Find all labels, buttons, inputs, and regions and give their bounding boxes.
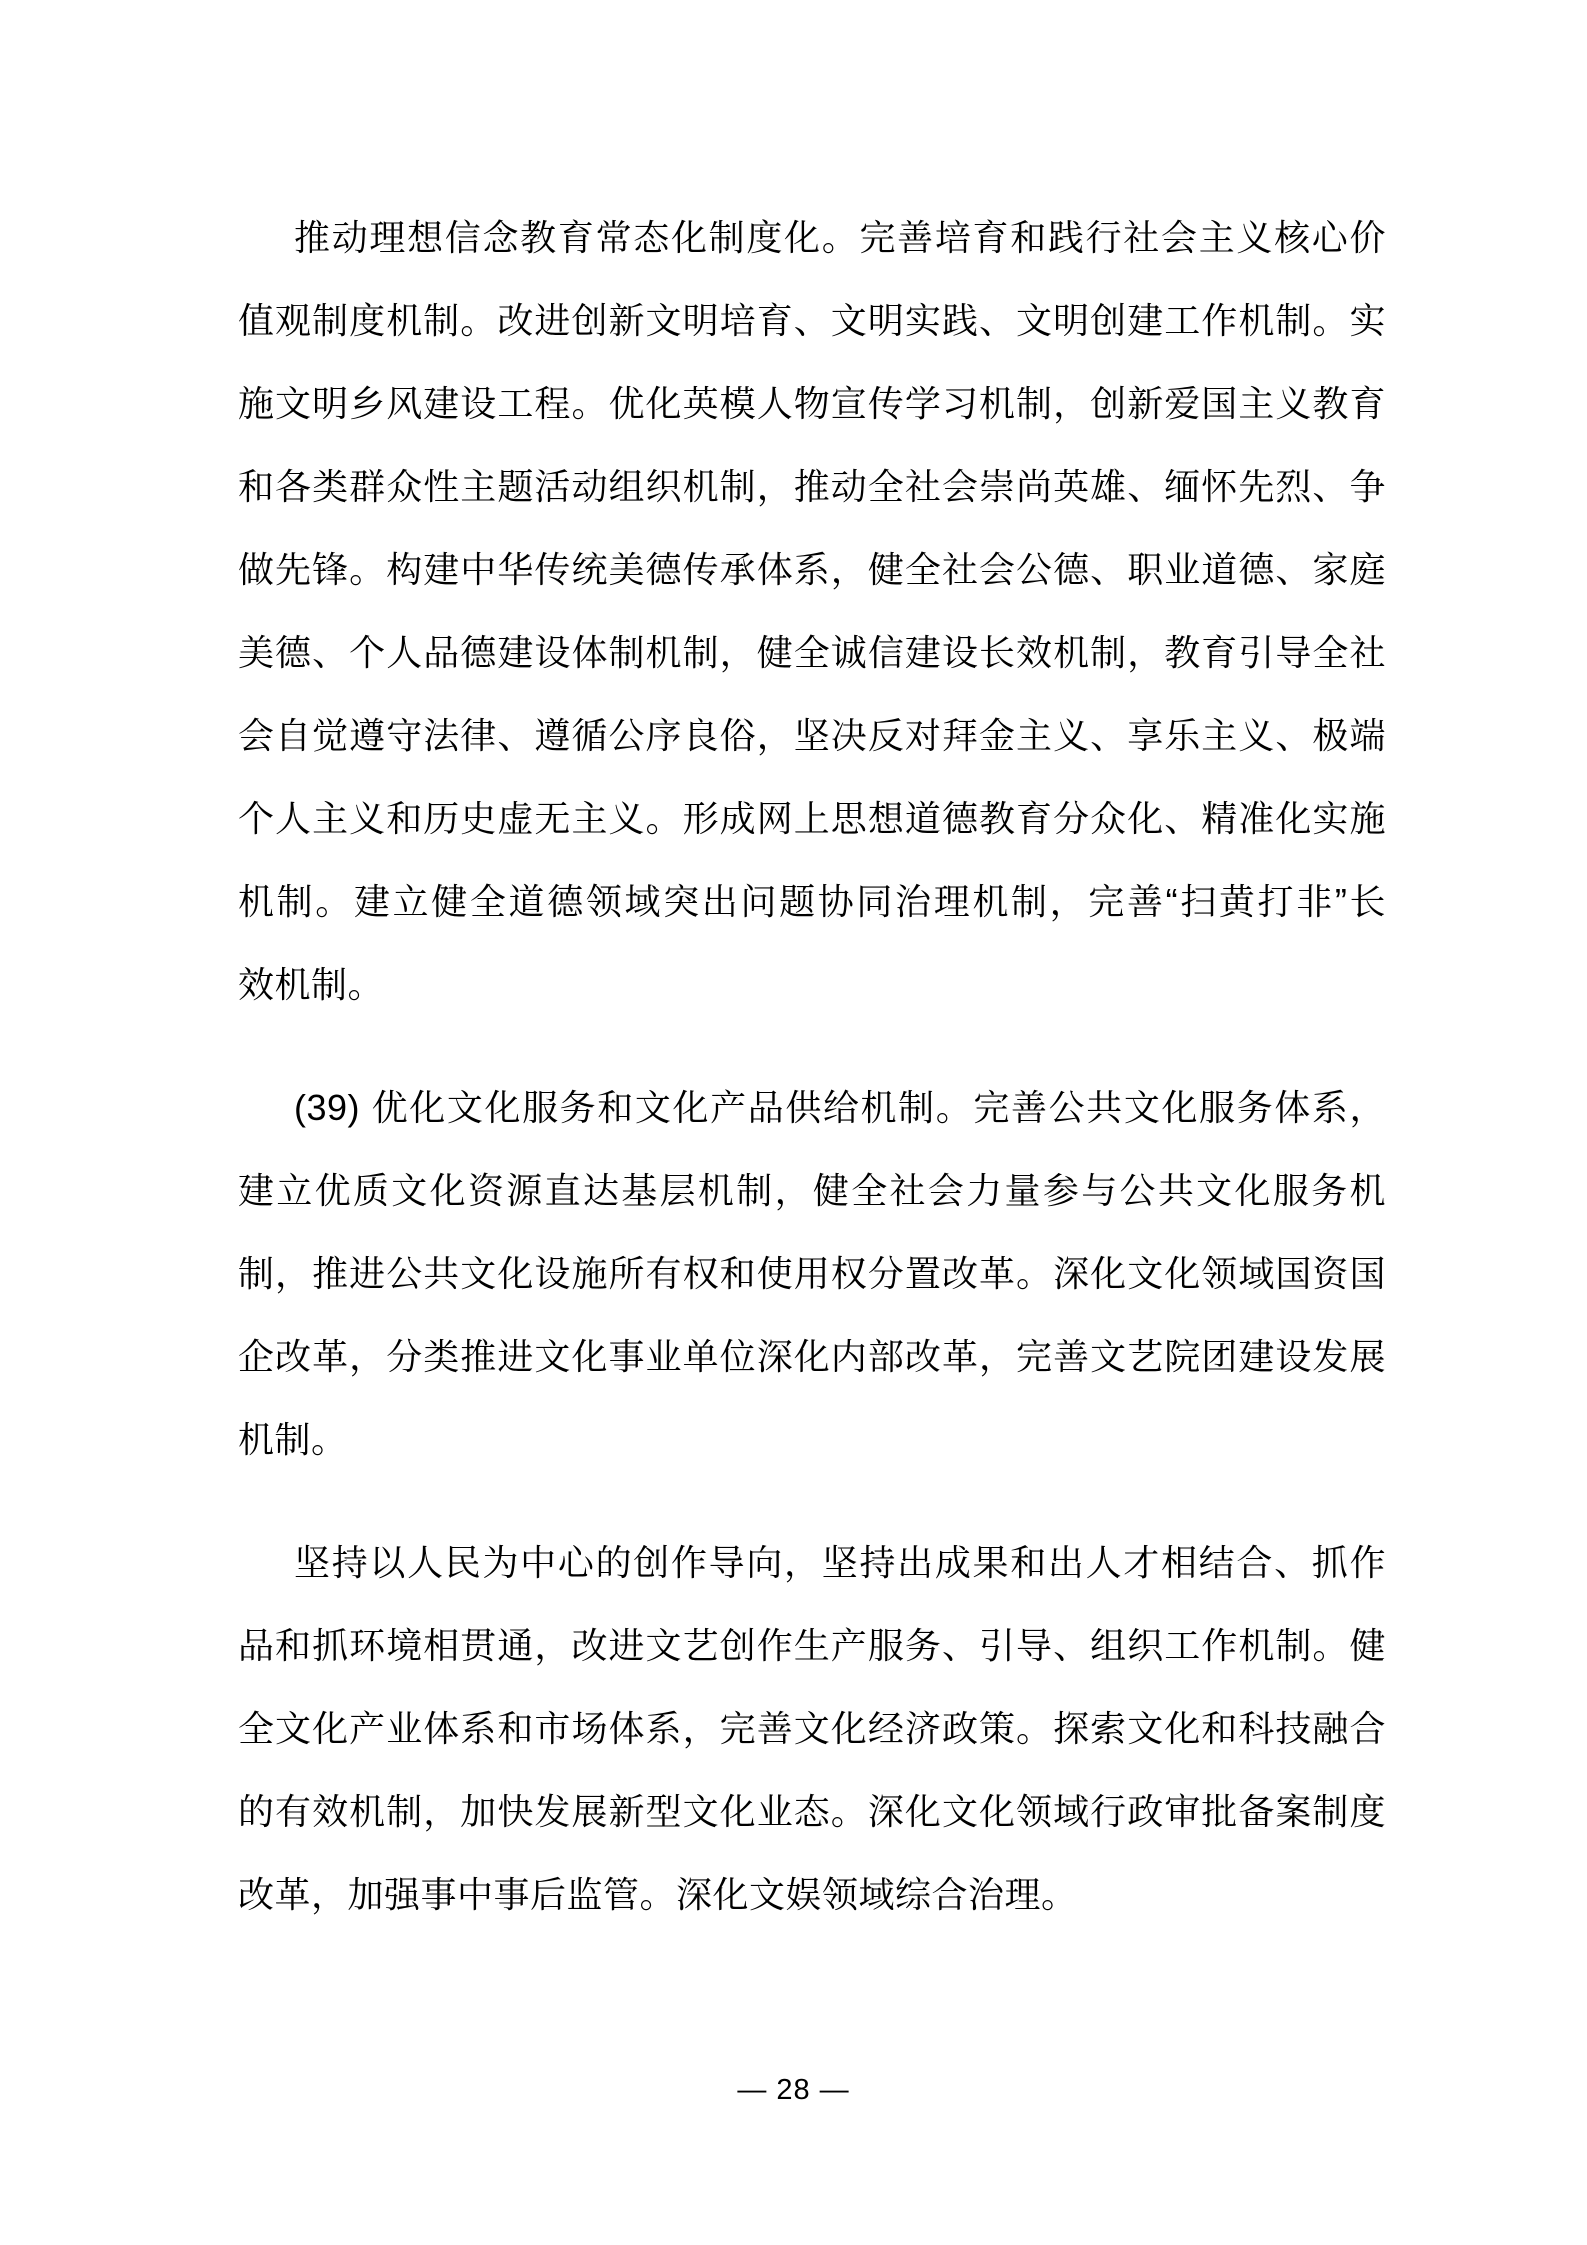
text-line: 个人主义和历史虚无主义。形成网上思想道德教育分众化、精准化实施 — [238, 798, 1386, 839]
paragraph-3 — [238, 1521, 1386, 1936]
text-line: 制，推进公共文化设施所有权和使用权分置改革。深化文化领域国资国 — [238, 1253, 1386, 1294]
text-line: 做先锋。构建中华传统美德传承体系，健全社会公德、职业道德、家庭 — [238, 549, 1386, 590]
text-line: 建立优质文化资源直达基层机制，健全社会力量参与公共文化服务机 — [238, 1170, 1386, 1211]
text-line: 效机制。 — [238, 964, 385, 1005]
paragraph-1 — [238, 196, 1386, 1026]
page-number: — 28 — — [737, 2074, 850, 2106]
text-line: 的有效机制，加快发展新型文化业态。深化文化领域行政审批备案制度 — [238, 1791, 1386, 1832]
text-line: (39) 优化文化服务和文化产品供给机制。完善公共文化服务体系， — [294, 1087, 1386, 1128]
text-line: 值观制度机制。改进创新文明培育、文明实践、文明创建工作机制。实 — [238, 300, 1386, 341]
text-line: 改革，加强事中事后监管。深化文娱领域综合治理。 — [238, 1874, 1078, 1915]
text-line: 坚持以人民为中心的创作导向，坚持出成果和出人才相结合、抓作 — [294, 1542, 1386, 1583]
text-line: 和各类群众性主题活动组织机制，推动全社会崇尚英雄、缅怀先烈、争 — [238, 466, 1386, 507]
text-line: 施文明乡风建设工程。优化英模人物宣传学习机制，创新爱国主义教育 — [238, 383, 1386, 424]
text-line: 美德、个人品德建设体制机制，健全诚信建设长效机制，教育引导全社 — [238, 632, 1386, 673]
text-line: 会自觉遵守法律、遵循公序良俗，坚决反对拜金主义、享乐主义、极端 — [238, 715, 1386, 756]
text-line: 品和抓环境相贯通，改进文艺创作生产服务、引导、组织工作机制。健 — [238, 1625, 1386, 1666]
text-line: 企改革，分类推进文化事业单位深化内部改革，完善文艺院团建设发展 — [238, 1336, 1386, 1377]
document-body — [238, 196, 1386, 1976]
text-line: 推动理想信念教育常态化制度化。完善培育和践行社会主义核心价 — [294, 217, 1386, 258]
text-line: 机制。建立健全道德领域突出问题协同治理机制，完善“扫黄打非”长 — [238, 881, 1386, 922]
text-line: 机制。 — [238, 1419, 348, 1460]
text-line: 全文化产业体系和市场体系，完善文化经济政策。探索文化和科技融合 — [238, 1708, 1386, 1749]
paragraph-2 — [238, 1066, 1386, 1481]
